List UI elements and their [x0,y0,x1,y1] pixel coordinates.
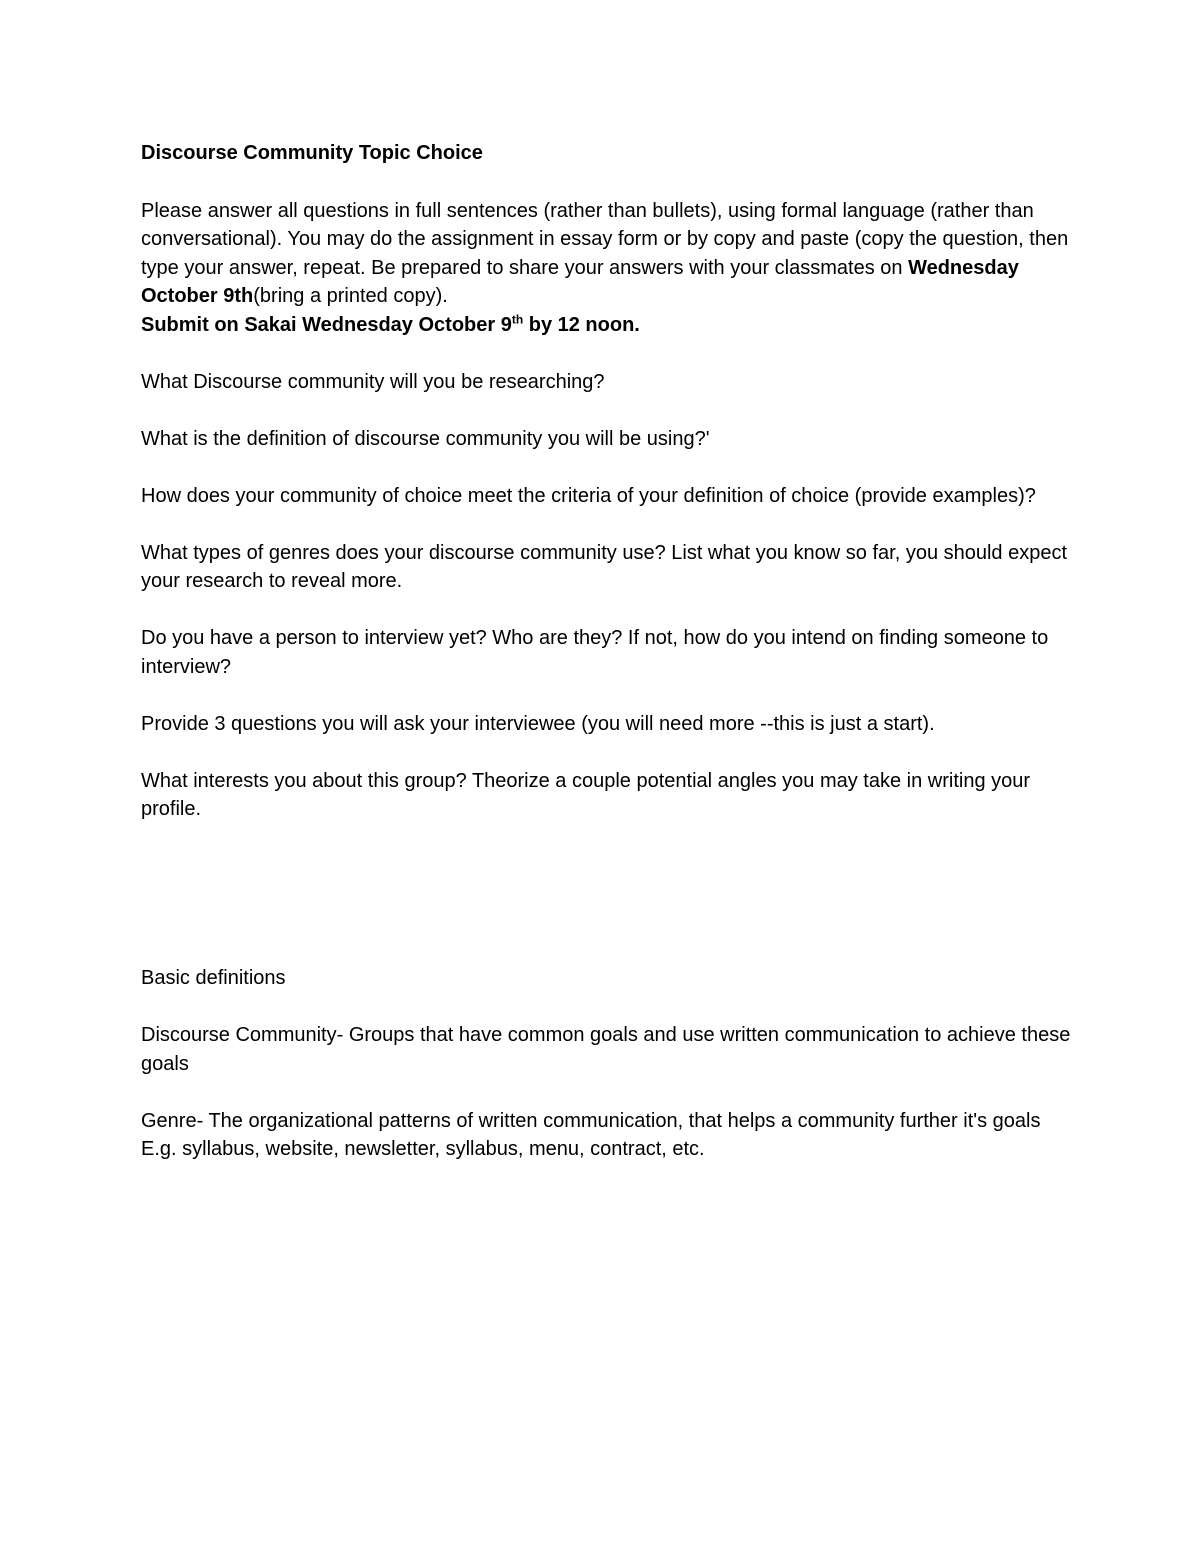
question-5: Do you have a person to interview yet? Who are they? If not, how do you intend on finding someone to interview? [141,627,1049,678]
share-date: Wednesday October 9th [141,256,1019,307]
question-4: What types of genres does your discourse community use? List what you know so far, you should expect your research to reveal more. [141,541,1068,592]
definitions-heading: Basic definitions [141,967,286,989]
question-1: What Discourse community will you be researching? [141,370,605,393]
submission-deadline-time: by 12 noon. [523,313,640,336]
question-7: What interests you about this group? Theorize a couple potential angles you may take in writing your profile. [141,769,1031,820]
submission-deadline [141,311,1071,340]
instructions-paragraph [141,197,1071,311]
ordinal-suffix: th [511,311,524,326]
instructions-text-end: (bring a printed copy). [253,285,448,307]
blank-space [141,852,1071,964]
question-3: How does your community of choice meet the criteria of your definition of choice (provide examples)? [141,484,1036,507]
question-2: What is the definition of discourse community you will be using?' [141,427,710,450]
definition-genre: Genre- The organizational patterns of written communication, that helps a community further it's goals E.g. syllabus, website, newsletter, syllabus, menu, contract, etc. [141,1109,1041,1160]
definition-discourse-community: Discourse Community- Groups that have common goals and use written communication to achieve these goals [141,1024,1071,1075]
question-6: Provide 3 questions you will ask your interviewee (you will need more --this is just a start). [141,712,935,735]
document-body [141,139,1071,1192]
document-title: Discourse Community Topic Choice [141,142,483,164]
submission-deadline-text: Submit on Sakai Wednesday October 9 [141,313,512,336]
instructions-text: Please answer all questions in full sentences (rather than bullets), using formal language (rather than conversational). You may do the assignment in essay form or by copy and paste (copy the question, then type your answer, repeat. Be prepared to share your answers with your classmates on [141,199,1069,279]
